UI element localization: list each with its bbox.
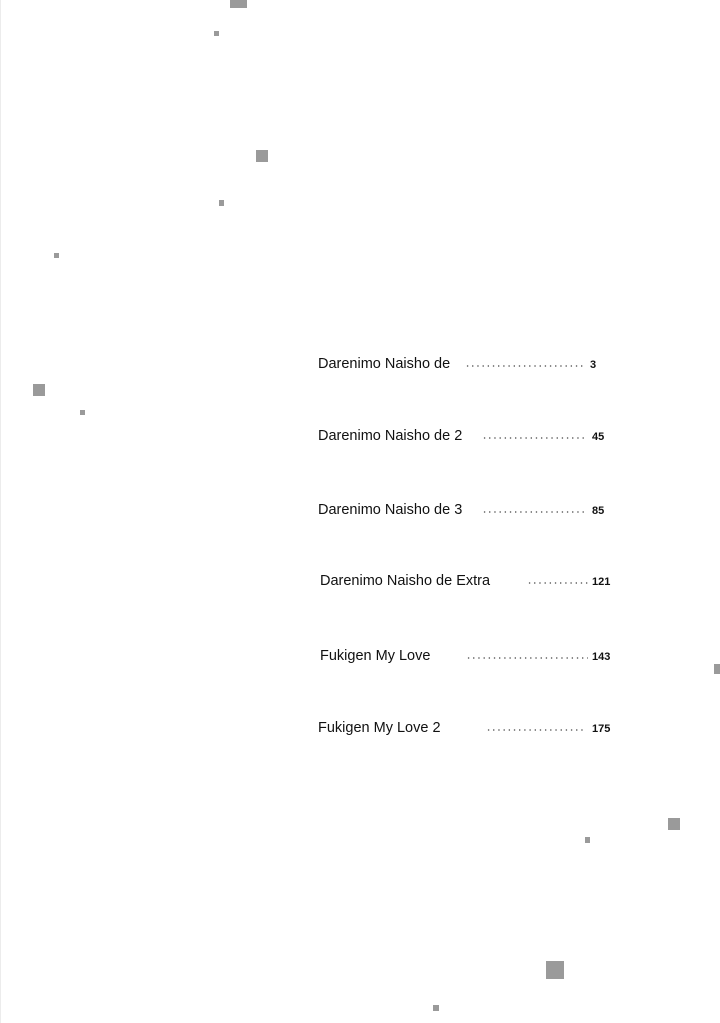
- toc-leader-dots: [527, 582, 589, 584]
- toc-leader-dots: [486, 729, 586, 731]
- decorative-square: [256, 150, 268, 162]
- toc-leader-dots: [482, 437, 586, 439]
- toc-entry[interactable]: [320, 571, 615, 591]
- decorative-square: [33, 384, 45, 396]
- decorative-square: [80, 410, 85, 415]
- toc-leader-dots: [466, 657, 588, 659]
- decorative-square: [214, 31, 219, 36]
- decorative-square: [219, 200, 224, 206]
- toc-leader-dots: [482, 511, 586, 513]
- toc-entry[interactable]: [320, 646, 615, 666]
- toc-entry-page: 143: [592, 651, 611, 663]
- toc-entry-page: 175: [592, 723, 611, 735]
- toc-entry-title: Fukigen My Love: [320, 648, 431, 664]
- toc-entry-title: Darenimo Naisho de Extra: [320, 573, 491, 589]
- decorative-square: [546, 961, 564, 979]
- decorative-square: [668, 818, 680, 830]
- toc-entry-title: Darenimo Naisho de: [318, 356, 451, 372]
- decorative-square: [585, 837, 590, 843]
- toc-leader-dots: [465, 365, 585, 367]
- decorative-square: [54, 253, 59, 258]
- toc-entry-title: Darenimo Naisho de 2: [318, 428, 463, 444]
- toc-entry[interactable]: [318, 718, 613, 738]
- decorative-square: [714, 664, 720, 674]
- toc-entry[interactable]: [318, 426, 608, 446]
- toc-entry-page: 3: [590, 359, 597, 371]
- toc-entry-title: Darenimo Naisho de 3: [318, 502, 463, 518]
- toc-entry-page: 121: [592, 576, 611, 588]
- toc-entry-page: 45: [592, 431, 605, 443]
- toc-entry-page: 85: [592, 505, 605, 517]
- toc-entry[interactable]: [318, 354, 608, 374]
- page-edge: [0, 0, 1, 1023]
- decorative-square: [433, 1005, 439, 1011]
- toc-entry[interactable]: [318, 500, 608, 520]
- toc-entry-title: Fukigen My Love 2: [318, 720, 441, 736]
- decorative-square: [230, 0, 247, 8]
